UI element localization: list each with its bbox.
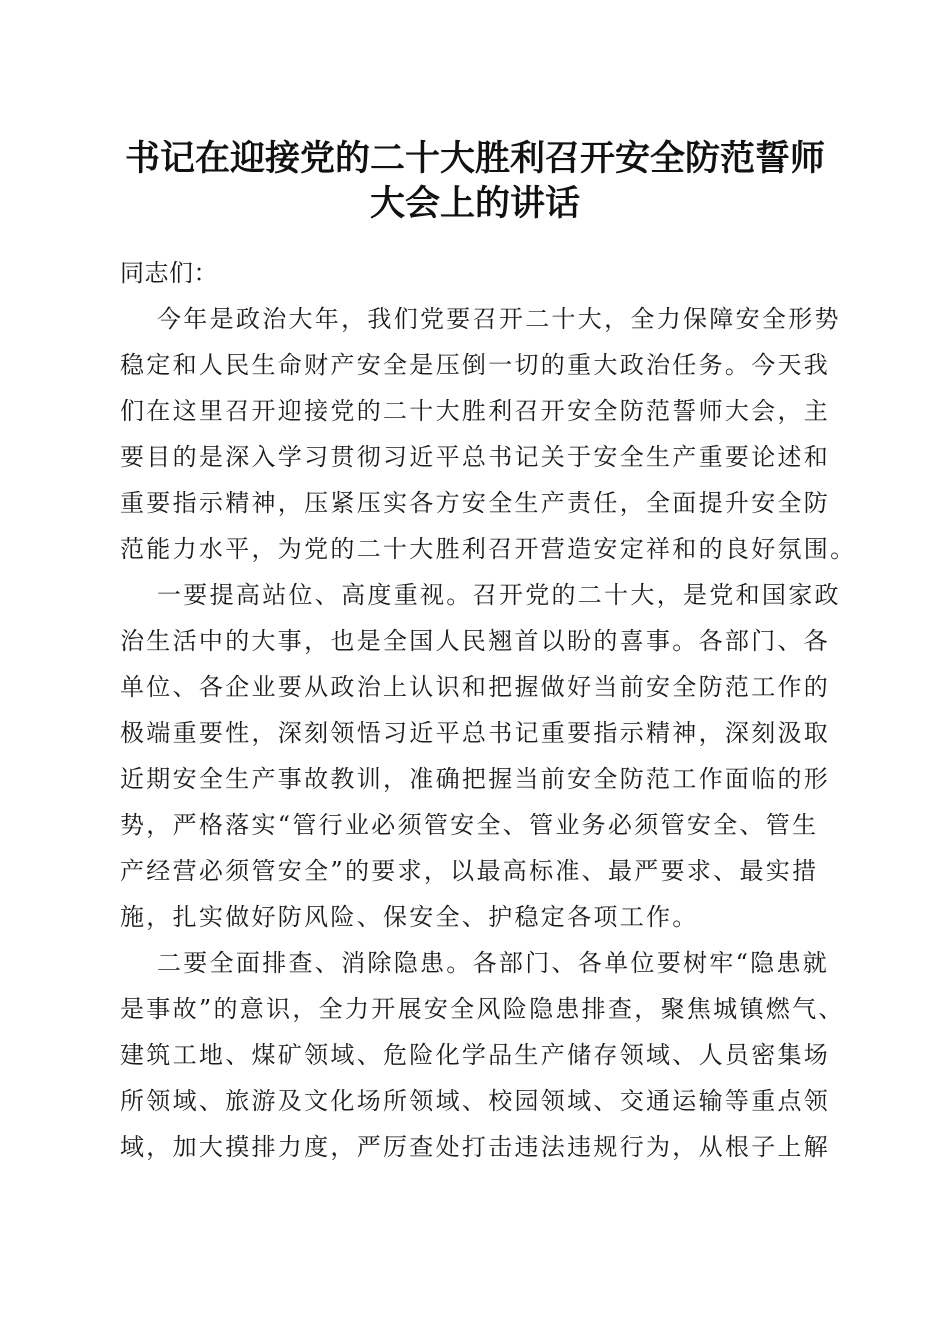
paragraph-line: 单位、各企业要从政治上认识和把握做好当前安全防范工作的 <box>120 673 831 701</box>
paragraph-line: 治生活中的大事，也是全国人民翘首以盼的喜事。各部门、各 <box>120 627 831 655</box>
document-title <box>100 136 850 226</box>
paragraph-line: 稳定和人民生命财产安全是压倒一切的重大政治任务。今天我 <box>120 351 831 379</box>
paragraph-line: 们在这里召开迎接党的二十大胜利召开安全防范誓师大会，主 <box>120 397 831 425</box>
paragraph-line: 一要提高站位、高度重视。召开党的二十大，是党和国家政 <box>157 581 841 609</box>
paragraph-line: 域，加大摸排力度，严厉查处打击违法违规行为，从根子上解 <box>120 1133 831 1161</box>
paragraph-3 <box>120 940 845 1170</box>
paragraph-line: 二要全面排查、消除隐患。各部门、各单位要树牢“隐患就 <box>157 949 830 977</box>
paragraph-line: 范能力水平，为党的二十大胜利召开营造安定祥和的良好氛围。 <box>120 535 857 563</box>
title-line-1: 书记在迎接党的二十大胜利召开安全防范誓师 <box>124 138 825 179</box>
paragraph-line: 极端重要性，深刻领悟习近平总书记重要指示精神，深刻汲取 <box>120 719 831 747</box>
paragraph-line: 所领域、旅游及文化场所领域、校园领域、交通运输等重点领 <box>120 1087 831 1115</box>
paragraph-line: 建筑工地、煤矿领域、危险化学品生产储存领域、人员密集场 <box>120 1041 831 1069</box>
paragraph-line: 重要指示精神，压紧压实各方安全生产责任，全面提升安全防 <box>120 489 831 517</box>
paragraph-line: 要目的是深入学习贯彻习近平总书记关于安全生产重要论述和 <box>120 443 831 471</box>
salutation: 同志们： <box>120 259 218 287</box>
paragraph-line: 势，严格落实“管行业必须管安全、管业务必须管安全、管生 <box>120 811 819 839</box>
paragraph-1 <box>120 296 857 572</box>
paragraph-line: 是事故”的意识，全力开展安全风险隐患排查，聚焦城镇燃气、 <box>120 995 845 1023</box>
paragraph-line: 今年是政治大年，我们党要召开二十大，全力保障安全形势 <box>157 305 841 333</box>
title-line-2: 大会上的讲话 <box>369 183 580 224</box>
paragraph-2 <box>120 572 840 940</box>
paragraph-line: 产经营必须管安全”的要求，以最高标准、最严要求、最实措 <box>120 857 819 885</box>
paragraph-line: 近期安全生产事故教训，准确把握当前安全防范工作面临的形 <box>120 765 831 793</box>
paragraph-line: 施，扎实做好防风险、保安全、护稳定各项工作。 <box>120 903 699 931</box>
document-body <box>120 250 857 1170</box>
